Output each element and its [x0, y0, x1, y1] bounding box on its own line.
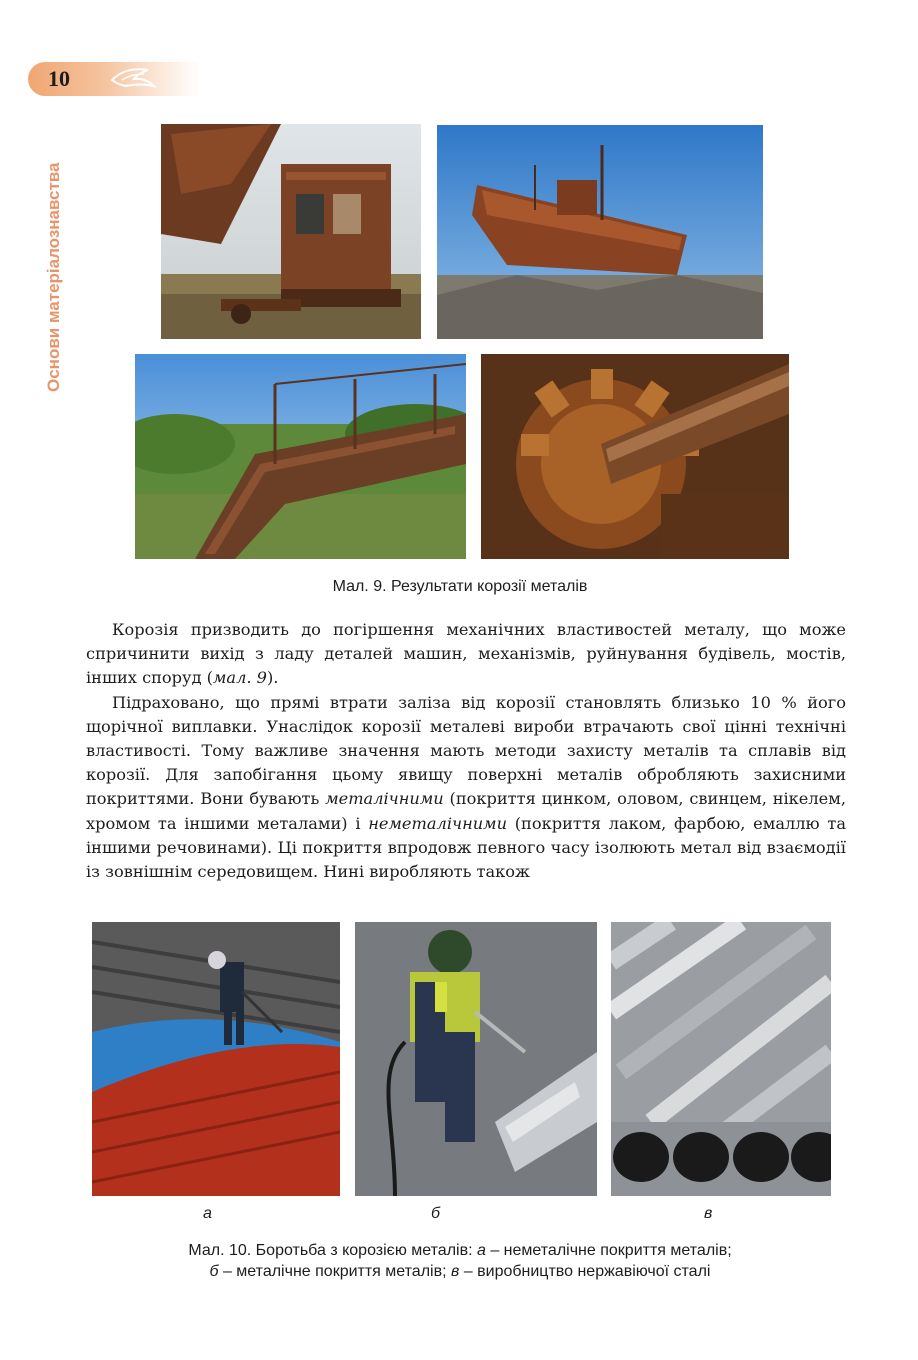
figure-10-label-c: в: [704, 1205, 713, 1222]
photo-stainless-steel-pipes: [611, 922, 831, 1196]
figure-10-label-b: б: [431, 1205, 440, 1222]
paragraph-2: Підраховано, що прямі втрати заліза від корозії становлять близько 10 % його щорічної виплавки. Унаслідок корозії металеві вироби втрачають свої цінні технічні властивості. Тому важливе значення мають методи захисту металів та сплавів від корозії. Для запобігання цьому явищу поверхні металів обробляють захисними покриттями. Вони бувають металічними (покриття цинком, оловом, свинцем, нікелем, хромом та іншими металами) і неметалічними (покриття лаком, фарбою, емаллю та іншими речовинами). Ці покриття впродовж певного часу ізолюють метал від взаємодії із зовнішнім середовищем. Нині виробляють також: [86, 692, 846, 882]
photo-rusted-ship-on-rocks: [437, 125, 763, 339]
photo-rusted-excavator: [161, 124, 421, 339]
figure-10-label-a: а: [203, 1205, 212, 1222]
figure-10-caption-line-2: б – металічне покриття металів; в – виробництво нержавіючої сталі: [209, 1263, 711, 1280]
term-nonmetallic: неметалічними: [368, 813, 507, 833]
figure-9-caption: Мал. 9. Результати корозії металів: [332, 578, 588, 595]
bird-ornament-icon: [108, 64, 158, 94]
figure-10-caption-line-1: Мал. 10. Боротьба з корозією металів: а – неметалічне покриття металів;: [188, 1242, 732, 1259]
photo-spray-coating-worker: [355, 922, 597, 1196]
page-number: 10: [48, 66, 70, 91]
figure-10-caption: [100, 1240, 820, 1282]
photo-rusted-bridge: [135, 354, 466, 559]
figure-reference: мал. 9: [213, 668, 267, 688]
photo-roof-painting: [92, 922, 340, 1196]
side-section-label: Основи матеріалознавства: [44, 162, 63, 392]
term-metallic: металічними: [325, 789, 444, 809]
photo-rusted-gears: [481, 354, 789, 559]
body-text: [86, 618, 846, 884]
paragraph-1: Корозія призводить до погіршення механічних властивостей металу, що може спричинити вихід з ладу деталей машин, механізмів, руйнування будівель, мостів, інших споруд (мал. 9).: [86, 620, 846, 688]
